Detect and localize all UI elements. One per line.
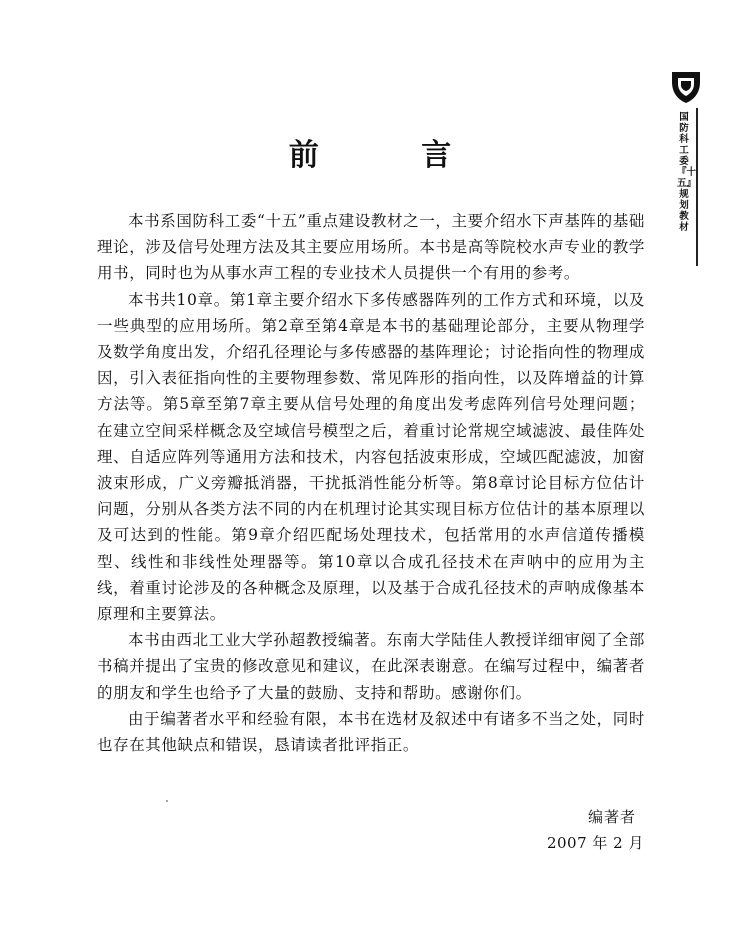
signature-date: 2007 年 2 月 <box>546 834 644 852</box>
scan-speck <box>166 800 168 802</box>
preface-body <box>97 208 645 758</box>
signature-block <box>547 804 644 856</box>
page-title: 前 言 <box>288 138 498 173</box>
preface-paragraph-4: 由于编著者水平和经验有限，本书在选材及叙述中有诸多不当之处，同时也存在其他缺点和错误，恳请读者批评指正。 <box>97 709 645 755</box>
preface-paragraph-1: 本书系国防科工委“十五”重点建设教材之一，主要介绍水下声基阵的基础理论，涉及信号处理方法及其主要应用场所。本书是高等院校水声专业的教学用书，同时也为从事水声工程的专业技术人员提供一个有用的参考。 <box>97 212 645 283</box>
author-signature: 编著者 <box>587 808 636 826</box>
preface-paragraph-3: 本书由西北工业大学孙超教授编著。东南大学陆佳人教授详细审阅了全部书稿并提出了宝贵的修改意见和建议，在此深表谢意。在编写过程中，编著者的朋友和学生也给予了大量的鼓励、支持和帮助。感谢你们。 <box>97 631 645 702</box>
preface-paragraph-2: 本书共10章。第1章主要介绍水下多传感器阵列的工作方式和环境，以及一些典型的应用场所。第2章至第4章是本书的基础理论部分，主要从物理学及数学角度出发，介绍孔径理论与多传感器的基阵理论；讨论指向性的物理成因，引入表征指向性的主要物理参数、常见阵形的指向性，以及阵增益的计算方法等。第5章至第7章主要从信号处理的角度出发考虑阵列信号处理问题；在建立空间采样概念及空域信号模型之后，着重讨论常规空域滤波、最佳阵处理、自适应阵列等通用方法和技术，内容包括波束形成，空域匹配滤波，加窗波束形成，广义旁瓣抵消器，干扰抵消性能分析等。第8章讨论目标方位估计问题，分别从各类方法不同的内在机理讨论其实现目标方位估计的基本原理以及可达到的性能。第9章介绍匹配场处理技术，包括常用的水声信道传播模型、线性和非线性处理器等。第10章以合成孔径技术在声呐中的应用为主线，着重讨论涉及的各种概念及原理，以及基于合成孔径技术的声呐成像基本原理和主要算法。 <box>97 290 645 624</box>
shield-book-icon <box>669 70 703 104</box>
series-rule <box>696 108 698 266</box>
series-label: 国防科工委『十五』规划教材 <box>677 112 697 233</box>
